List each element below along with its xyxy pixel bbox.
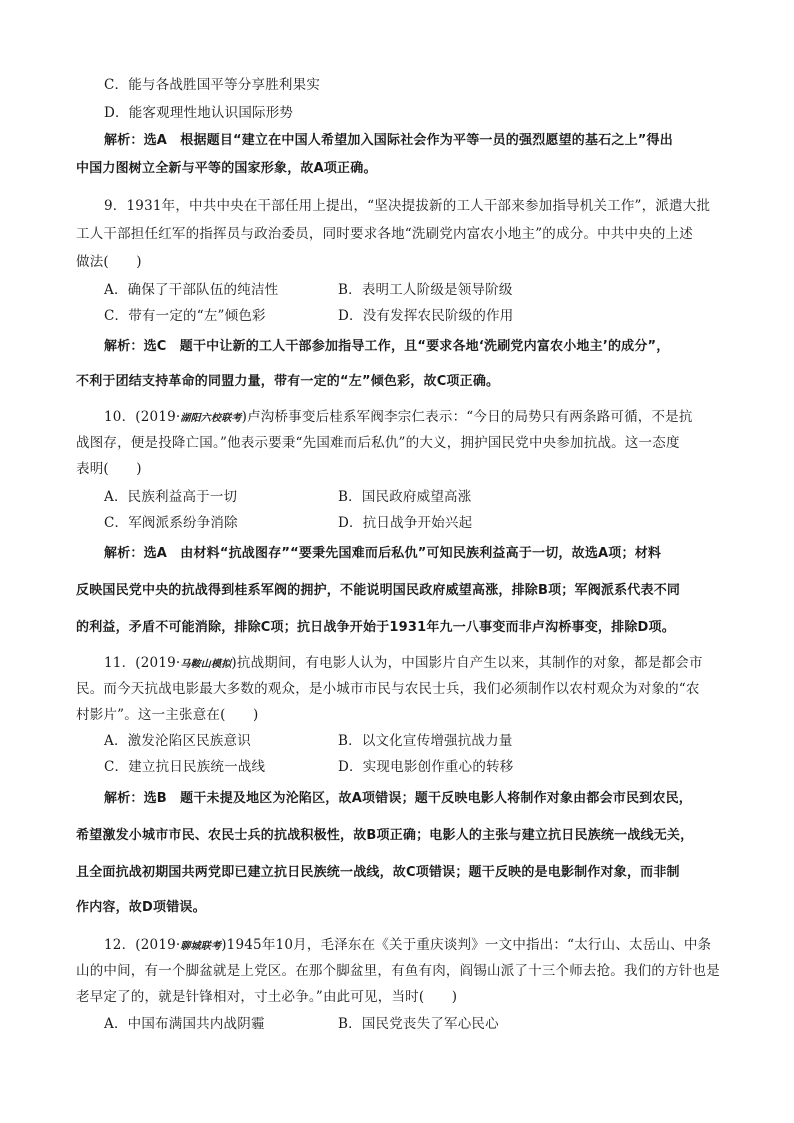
q12-stem-line-3: 老早定了的，就是针锋相对，寸土必争。”由此可见，当时( ) [76,989,458,1005]
q12-option-b: B．国民党丧失了军心民心 [338,1016,499,1032]
q9-stem-line-1: 9．1931年，中共中央在干部任用上提出，“坚决提拔新的工人干部来参加指导机关工作”，派遣大批 [104,198,711,214]
q10-option-c: C．军阀派系纷争消除 [104,515,238,531]
q11-source: 马鞍山模拟 [180,659,232,670]
prev-analysis-line-2: 中国力图树立全新与平等的国家形象，故A项正确。 [76,161,377,176]
q12-stem-first-rest: )1945年10月，毛泽东在《关于重庆谈判》一文中指出：“太行山、太岳山、中条 [221,937,712,953]
q11-stem-first-rest: )抗战期间，有电影人认为，中国影片自产生以来，其制作的对象，都是都会市 [231,655,703,671]
q9-stem-line-2: 工人干部担任红军的指挥员与政治委员，同时要求各地“洗刷党内富农小地主”的成分。中共中央的上述 [76,226,694,242]
q11-analysis-line-2: 希望激发小城市市民、农民士兵的抗战积极性，故B项正确；电影人的主张与建立抗日民族统一战线无关， [76,828,694,843]
q9-analysis-line-2: 不利于团结支持革命的同盟力量，带有一定的“左”倾色彩，故C项正确。 [76,374,500,389]
prev-analysis-line-1: 解析：选A 根据题目“建立在中国人希望加入国际社会作为平等一员的强烈愿望的基石之上”得出 [104,133,673,148]
q10-analysis-line-3: 的利益，矛盾不可能消除，排除C项；抗日战争开始于1931年九一八事变而非卢沟桥事变，排除D项。 [76,620,675,635]
q11-option-b: B．以文化宣传增强抗战力量 [338,733,513,749]
prev-option-c: C．能与各战胜国平等分享胜利果实 [104,77,321,93]
q12-number: 12．(2019· [104,937,181,953]
q11-analysis-line-1: 解析：选B 题干未提及地区为沦陷区，故A项错误；题干反映电影人将制作对象由都会市民到农民， [104,791,692,806]
q11-options-row-2 [104,758,720,776]
q11-analysis-line-4: 作内容，故D项错误。 [76,900,206,915]
q9-options-row-2 [104,307,720,325]
q11-option-c: C．建立抗日民族统一战线 [104,759,266,775]
q11-option-d: D．实现电影创作重心的转移 [338,759,514,775]
q10-source: 湖阳六校联考 [180,413,242,424]
q11-stem-line-1 [104,654,720,674]
q9-option-a: A．确保了干部队伍的纯洁性 [104,282,279,298]
q10-options-row-1 [104,488,720,506]
q10-stem-line-2: 战图存，便是投降亡国。”他表示要秉“先国难而后私仇”的大义，拥护国民党中央参加抗战。这一态度 [76,435,680,451]
q11-stem-line-2: 民。而今天抗战电影最大多数的观众，是小城市市民与农民士兵，我们必须制作以农村观众为对象的“农 [76,681,700,697]
q10-number: 10．(2019· [104,409,181,425]
q10-option-a: A．民族利益高于一切 [104,489,238,505]
q12-option-a: A．中国布满国共内战阴霾 [104,1016,265,1032]
q10-option-d: D．抗日战争开始兴起 [338,515,473,531]
q11-number: 11．(2019· [104,655,181,671]
q12-stem-line-1 [104,936,720,956]
q10-option-b: B．国民政府威望高涨 [338,489,472,505]
q10-stem-line-1 [104,408,720,428]
prev-option-d: D．能客观理性地认识国际形势 [104,105,294,121]
q9-stem-line-3: 做法( ) [76,254,142,270]
q9-option-d: D．没有发挥农民阶级的作用 [338,308,514,324]
q10-analysis-line-2: 反映国民党中央的抗战得到桂系军阀的拥护，不能说明国民政府威望高涨，排除B项；军阀派系代表不同 [76,583,681,598]
q9-option-b: B．表明工人阶级是领导阶级 [338,282,513,298]
q10-options-row-2 [104,514,720,532]
q10-analysis-line-1: 解析：选A 由材料“抗战图存”“要秉先国难而后私仇”可知民族利益高于一切，故选A项；材料 [104,546,662,561]
q12-stem-line-2: 山的中间，有一个脚盆就是上党区。在那个脚盆里，有鱼有肉，阎锡山派了十三个师去抢。我们的方针也是 [76,963,720,979]
q12-source: 聊城联考 [180,941,222,952]
q11-option-a: A．激发沦陷区民族意识 [104,733,251,749]
q10-stem-first-rest: )卢沟桥事变后桂系军阀李宗仁表示：“今日的局势只有两条路可循，不是抗 [241,409,693,425]
q10-stem-line-3: 表明( ) [76,461,142,477]
q9-options-row-1 [104,281,720,299]
q9-option-c: C．带有一定的“左”倾色彩 [104,308,266,324]
q11-options-row-1 [104,732,720,750]
q11-analysis-line-3: 且全面抗战初期国共两党即已建立抗日民族统一战线，故C项错误；题干反映的是电影制作对象，而非制 [76,865,680,880]
q11-stem-line-3: 村影片”。这一主张意在( ) [76,707,259,723]
q12-options-row-1 [104,1015,720,1033]
q9-analysis-line-1: 解析：选C 题干中让新的工人干部参加指导工作，且“要求各地‘洗刷党内富农小地主’的成分”， [104,339,670,354]
